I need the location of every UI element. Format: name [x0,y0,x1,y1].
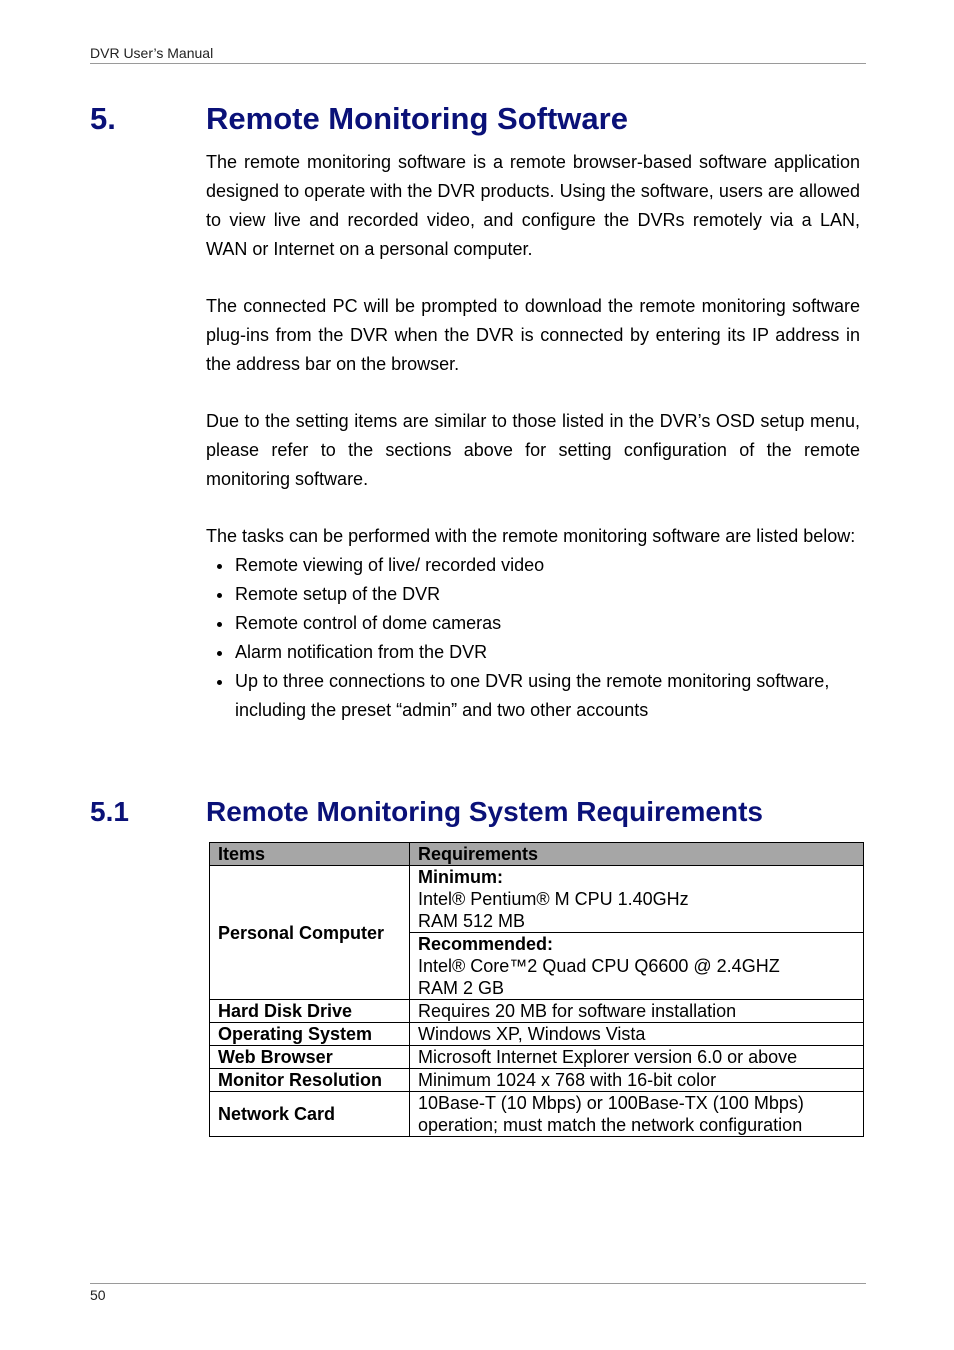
running-footer [90,1283,866,1303]
requirement-cell: Microsoft Internet Explorer version 6.0 or above [410,1046,864,1069]
table-row [210,1046,864,1069]
table-row [210,1023,864,1046]
bullet-icon [217,622,222,627]
minimum-label: Minimum: [418,867,503,887]
column-header-requirements: Requirements [410,843,864,866]
list-item [206,609,866,638]
paragraph: The remote monitoring software is a remote browser-based software application designed to operate with the DVR products. Using the software, users are allowed to view live and recorded video, and configure the DVRs remotely via a LAN, WAN or Internet on a personal computer. [206,152,860,259]
item-cell: Web Browser [210,1046,410,1069]
list-item-text: Alarm notification from the DVR [235,642,488,662]
task-list [206,551,866,725]
minimum-ram: RAM 512 MB [418,911,526,931]
column-header-items: Items [210,843,410,866]
list-item-text: Remote viewing of live/ recorded video [235,555,545,575]
table-row [210,1069,864,1092]
minimum-cpu: Intel® Pentium® M CPU 1.40GHz [418,889,689,909]
section-title: Remote Monitoring System Requirements [206,796,763,827]
table-row [210,1092,864,1137]
list-item [206,667,866,725]
paragraph: Due to the setting items are similar to those listed in the DVR’s OSD setup menu, please refer to the sections above for setting configuration of the remote monitoring software. [206,411,860,489]
section-number: 5.1 [90,796,129,827]
table-row [210,866,864,933]
bullet-icon [217,680,222,685]
list-item-text: Remote control of dome cameras [235,613,502,633]
list-item-text: Remote setup of the DVR [235,584,441,604]
bullet-icon [217,651,222,656]
requirement-cell-recommended [410,933,864,1000]
item-cell: Hard Disk Drive [210,1000,410,1023]
requirement-cell: Minimum 1024 x 768 with 16-bit color [410,1069,864,1092]
list-item [206,638,866,667]
requirements-table [209,842,864,1137]
paragraph: The connected PC will be prompted to download the remote monitoring software plug-ins from the DVR when the DVR is connected by entering its IP address in the address bar on the browser. [206,296,860,374]
item-cell: Operating System [210,1023,410,1046]
section-title: Remote Monitoring Software [206,101,628,136]
bullet-icon [217,564,222,569]
paragraph: The tasks can be performed with the remote monitoring software are listed below: [206,526,856,546]
list-item-text: Up to three connections to one DVR using the remote monitoring software, including the preset “admin” and two other accounts [235,671,830,720]
item-cell: Personal Computer [210,866,410,1000]
page-number: 50 [90,1287,106,1303]
running-header [90,45,866,64]
requirement-cell [410,1092,864,1137]
recommended-cpu: Intel® Core™2 Quad CPU Q6600 @ 2.4GHZ [418,956,780,976]
table-row [210,1000,864,1023]
requirement-cell: Windows XP, Windows Vista [410,1023,864,1046]
recommended-label: Recommended: [418,934,554,954]
requirement-cell: Requires 20 MB for software installation [410,1000,864,1023]
item-cell: Network Card [210,1092,410,1137]
manual-title: DVR User’s Manual [90,45,214,61]
table-header-row [210,843,864,866]
section-5-heading [90,101,866,141]
item-cell: Monitor Resolution [210,1069,410,1092]
section-5-1-heading [90,794,866,834]
list-item [206,551,866,580]
section-number: 5. [90,101,116,136]
requirement-cell-minimum [410,866,864,933]
section-5-body [206,148,860,725]
requirement-line: operation; must match the network configuration [418,1115,803,1135]
requirement-line: 10Base-T (10 Mbps) or 100Base-TX (100 Mbps) [418,1093,804,1113]
recommended-ram: RAM 2 GB [418,978,505,998]
list-item [206,580,866,609]
bullet-icon [217,593,222,598]
